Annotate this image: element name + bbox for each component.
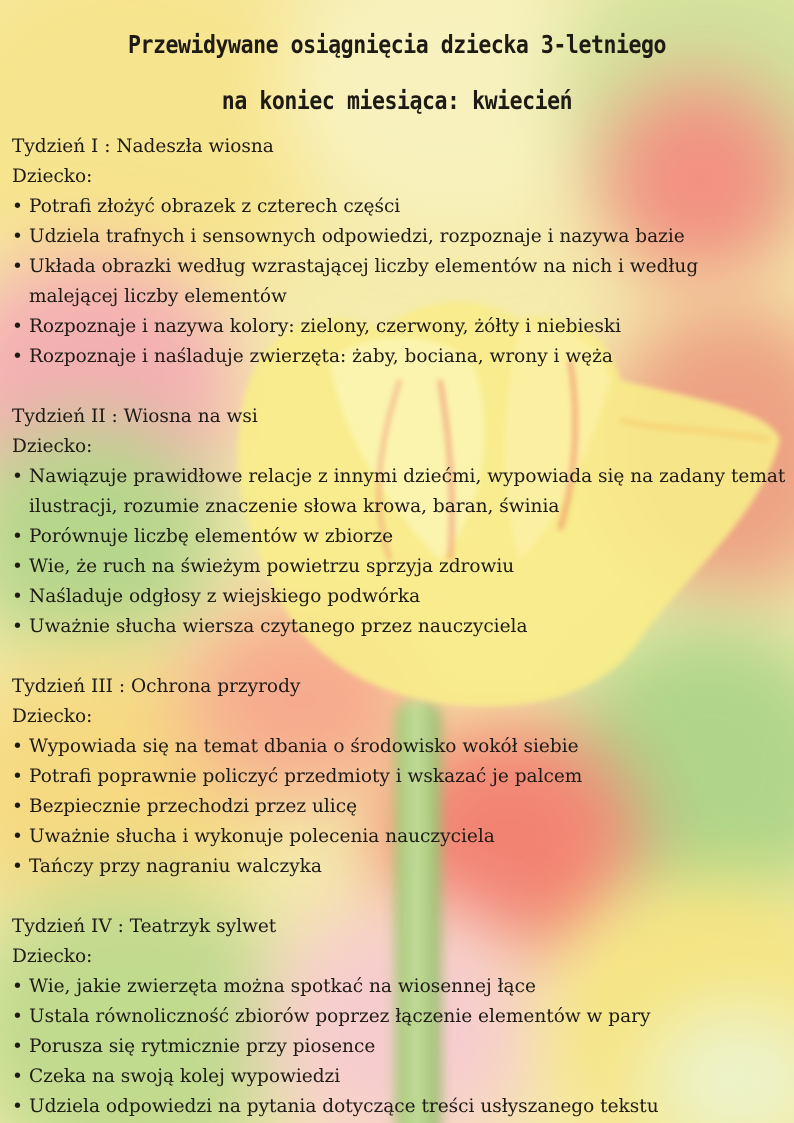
list-item: [12, 462, 792, 522]
list-item: [12, 792, 792, 822]
list-item-text: Wypowiada się na temat dbania o środowisko wokół siebie: [29, 736, 579, 757]
list-item: [12, 252, 792, 312]
list-item-text: Wie, że ruch na świeżym powietrzu sprzyja zdrowiu: [29, 556, 515, 577]
list-item: [12, 552, 792, 582]
list-item-text: Potrafi poprawnie policzyć przedmioty i wskazać je palcem: [29, 766, 583, 787]
list-item-text: Porusza się rytmicznie przy piosence: [29, 1036, 376, 1057]
list-item: [12, 582, 792, 612]
list-item: [12, 1032, 792, 1062]
list-item: [12, 222, 792, 252]
list-item: [12, 192, 792, 222]
week-section-3: [12, 672, 792, 882]
bullet-icon: •: [12, 976, 23, 997]
list-item: [12, 1062, 792, 1092]
list-item-text: Uważnie słucha i wykonuje polecenia nauczyciela: [29, 826, 495, 847]
list-item-text: Udziela odpowiedzi na pytania dotyczące treści usłyszanego tekstu: [29, 1096, 659, 1117]
bullet-icon: •: [12, 736, 23, 757]
week-section-1: [12, 132, 792, 372]
list-item-text: Rozpoznaje i nazywa kolory: zielony, czerwony, żółty i niebieski: [29, 316, 621, 337]
bullet-icon: •: [12, 1036, 23, 1057]
list-item-text: Rozpoznaje i naśladuje zwierzęta: żaby, bociana, wrony i węża: [29, 346, 613, 367]
bullet-icon: •: [12, 766, 23, 787]
week-subject-label: Dziecko:: [12, 436, 93, 457]
list-item-text: Układa obrazki według wzrastającej liczby elementów na nich i według malejącej liczby elementów: [29, 256, 699, 307]
bullet-icon: •: [12, 556, 23, 577]
bullet-icon: •: [12, 856, 23, 877]
week-heading: Tydzień II : Wiosna na wsi: [12, 406, 258, 427]
list-item-text: Uważnie słucha wiersza czytanego przez nauczyciela: [29, 616, 528, 637]
list-item: [12, 1092, 792, 1122]
list-item-text: Wie, jakie zwierzęta można spotkać na wiosennej łące: [29, 976, 536, 997]
list-item-text: Potrafi złożyć obrazek z czterech części: [29, 196, 401, 217]
list-item: [12, 972, 792, 1002]
week-subject-label: Dziecko:: [12, 706, 93, 727]
list-item-text: Ustala równoliczność zbiorów poprzez łączenie elementów w pary: [29, 1006, 651, 1027]
list-item-text: Czeka na swoją kolej wypowiedzi: [29, 1066, 341, 1087]
list-item-text: Nawiązuje prawidłowe relacje z innymi dziećmi, wypowiada się na zadany temat ilustracji, rozumie znaczenie słowa krowa, baran, świnia: [29, 466, 786, 517]
bullet-icon: •: [12, 466, 23, 487]
bullet-icon: •: [12, 1006, 23, 1027]
list-item: [12, 522, 792, 552]
week-subject-label: Dziecko:: [12, 946, 93, 967]
week-section-4: [12, 912, 792, 1122]
week-subject-label: Dziecko:: [12, 166, 93, 187]
bullet-icon: •: [12, 616, 23, 637]
week-heading: Tydzień III : Ochrona przyrody: [12, 676, 301, 697]
list-item: [12, 612, 792, 642]
list-item: [12, 822, 792, 852]
bullet-icon: •: [12, 226, 23, 247]
week-section-2: [12, 402, 792, 642]
list-item-text: Porównuje liczbę elementów w zbiorze: [29, 526, 394, 547]
bullet-icon: •: [12, 256, 23, 277]
week-heading: Tydzień I : Nadeszła wiosna: [12, 136, 274, 157]
bullet-icon: •: [12, 826, 23, 847]
week-heading: Tydzień IV : Teatrzyk sylwet: [12, 916, 277, 937]
bullet-icon: •: [12, 1066, 23, 1087]
list-item: [12, 732, 792, 762]
list-item: [12, 312, 792, 342]
list-item: [12, 852, 792, 882]
list-item-text: Udziela trafnych i sensownych odpowiedzi, rozpoznaje i nazywa bazie: [29, 226, 685, 247]
bullet-icon: •: [12, 316, 23, 337]
list-item: [12, 342, 792, 372]
page-title-line-2: na koniec miesiąca: kwiecień: [221, 86, 573, 115]
page-title-line-1: Przewidywane osiągnięcia dziecka 3-letniego: [127, 30, 667, 59]
list-item: [12, 1002, 792, 1032]
list-item-text: Naśladuje odgłosy z wiejskiego podwórka: [29, 586, 421, 607]
list-item-text: Bezpiecznie przechodzi przez ulicę: [29, 796, 358, 817]
list-item-text: Tańczy przy nagraniu walczyka: [29, 856, 322, 877]
bullet-icon: •: [12, 196, 23, 217]
bullet-icon: •: [12, 586, 23, 607]
bullet-icon: •: [12, 346, 23, 367]
list-item: [12, 762, 792, 792]
bullet-icon: •: [12, 526, 23, 547]
bullet-icon: •: [12, 1096, 23, 1117]
bullet-icon: •: [12, 796, 23, 817]
